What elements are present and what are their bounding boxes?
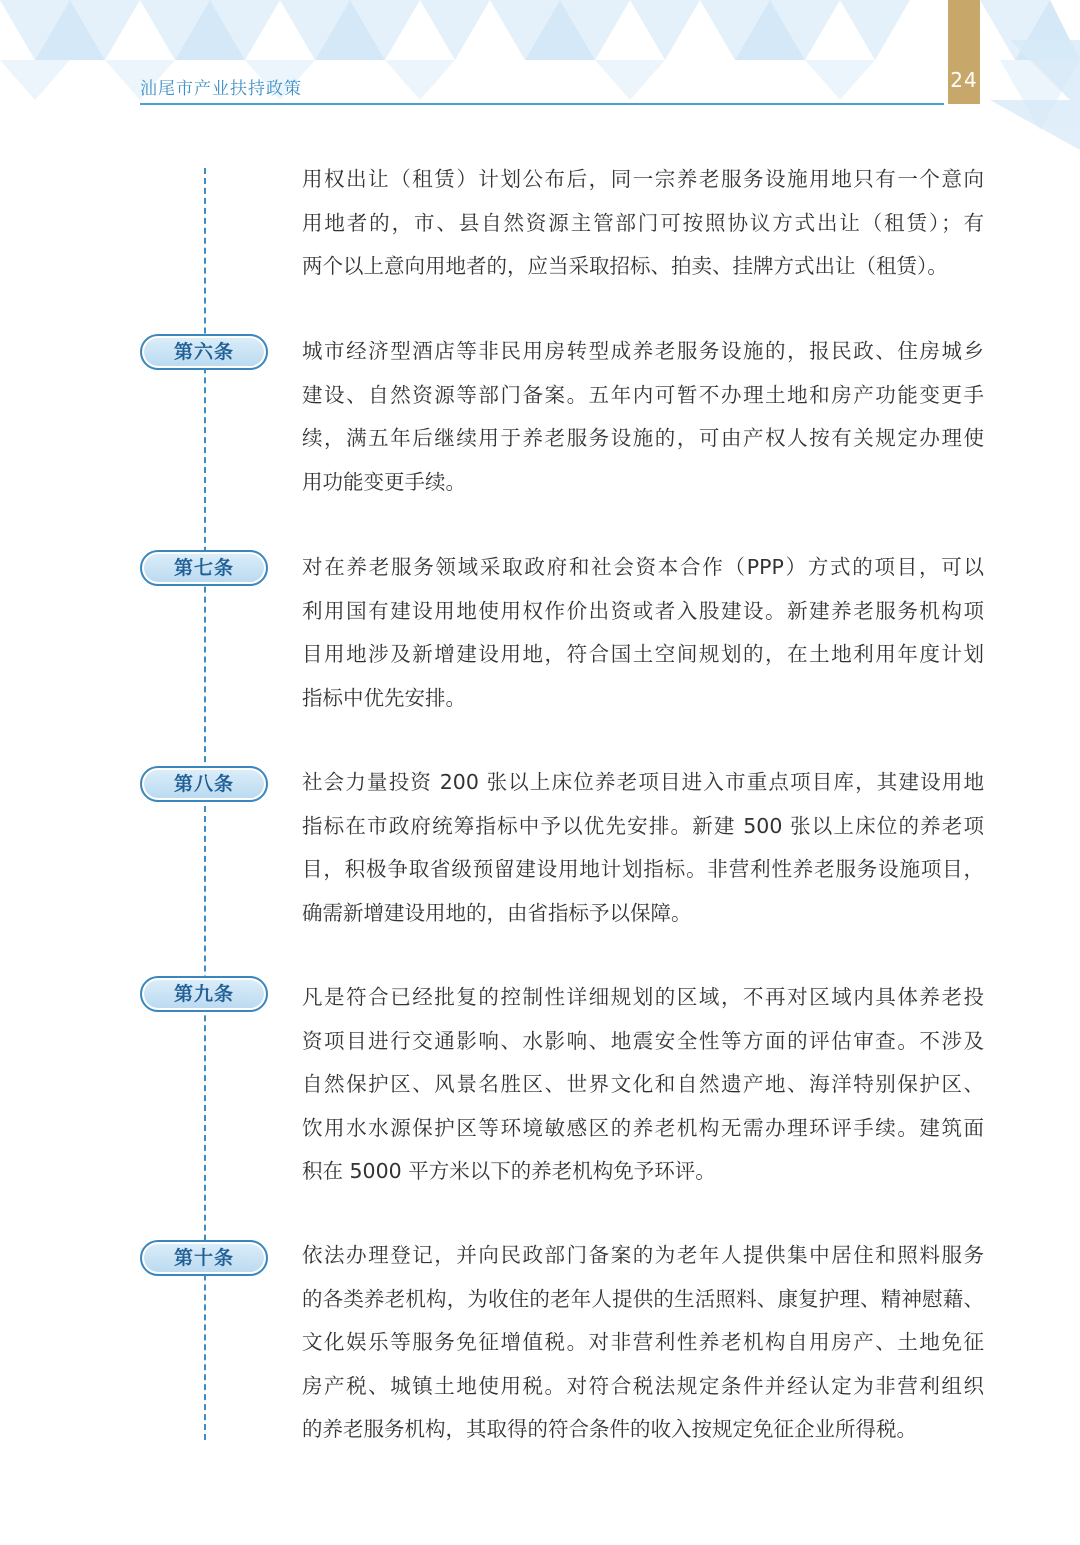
- paragraph-line: 依法办理登记，并向民政部门备案的为老年人提供集中居住和照料服务: [302, 1243, 984, 1267]
- page-number: 24: [950, 68, 978, 92]
- paragraph-line: 指标在市政府统筹指标中予以优先安排。新建 500 张以上床位的养老项: [302, 813, 984, 838]
- paragraph-line: 房产税、城镇土地使用税。对符合税法规定条件并经认定为非营利组织: [302, 1373, 984, 1398]
- paragraph-line: 的养老服务机构，其取得的符合条件的收入按规定免征企业所得税。: [302, 1417, 917, 1441]
- paragraph-line: 自然保护区、风景名胜区、世界文化和自然遗产地、海洋特别保护区、: [302, 1072, 984, 1096]
- paragraph-line: 资项目进行交通影响、水影响、地震安全性等方面的评估审查。不涉及: [302, 1028, 984, 1053]
- article-6-paragraph: [302, 330, 984, 504]
- article-7-paragraph: [302, 546, 984, 720]
- paragraph-line: 对在养老服务领域采取政府和社会资本合作（PPP）方式的项目，可以: [302, 555, 984, 579]
- article-8-paragraph: [302, 761, 984, 935]
- article-badge-8: 第八条: [140, 766, 268, 802]
- paragraph-line: 积在 5000 平方米以下的养老机构免予环评。: [302, 1159, 716, 1183]
- article-9-paragraph: [302, 976, 984, 1194]
- paragraph-line: 两个以上意向用地者的，应当采取招标、拍卖、挂牌方式出让（租赁）。: [302, 254, 948, 278]
- paragraph-line: 利用国有建设用地使用权作价出资或者入股建设。新建养老服务机构项: [302, 598, 984, 623]
- article-badge-9: 第九条: [140, 976, 268, 1012]
- paragraph-line: 目用地涉及新增建设用地，符合国土空间规划的，在土地利用年度计划: [302, 642, 984, 666]
- article-badge-7: 第七条: [140, 550, 268, 586]
- paragraph-line: 目，积极争取省级预留建设用地计划指标。非营利性养老服务设施项目，: [302, 857, 984, 881]
- paragraph-line: 的各类养老机构，为收住的老年人提供的生活照料、康复护理、精神慰藉、: [302, 1286, 984, 1311]
- paragraph-line: 建设、自然资源等部门备案。五年内可暂不办理土地和房产功能变更手: [302, 382, 984, 407]
- paragraph-line: 用权出让（租赁）计划公布后，同一宗养老服务设施用地只有一个意向: [302, 167, 984, 191]
- article-10-paragraph: [302, 1234, 984, 1452]
- intro-paragraph: [302, 158, 984, 289]
- paragraph-line: 确需新增建设用地的，由省指标予以保障。: [302, 900, 692, 925]
- header-divider: [140, 103, 944, 105]
- paragraph-line: 用地者的，市、县自然资源主管部门可按照协议方式出让（租赁）；有: [302, 210, 984, 235]
- paragraph-line: 用功能变更手续。: [302, 469, 466, 494]
- article-badge-6: 第六条: [140, 334, 268, 370]
- paragraph-line: 文化娱乐等服务免征增值税。对非营利性养老机构自用房产、土地免征: [302, 1330, 984, 1354]
- paragraph-line: 饮用水水源保护区等环境敏感区的养老机构无需办理环评手续。建筑面: [302, 1115, 984, 1140]
- paragraph-line: 凡是符合已经批复的控制性详细规划的区域，不再对区域内具体养老投: [302, 985, 984, 1009]
- paragraph-line: 续，满五年后继续用于养老服务设施的，可由产权人按有关规定办理使: [302, 426, 984, 450]
- paragraph-line: 社会力量投资 200 张以上床位养老项目进入市重点项目库，其建设用地: [302, 770, 984, 794]
- header-title: 汕尾市产业扶持政策: [140, 79, 302, 99]
- article-badge-10: 第十条: [140, 1240, 268, 1276]
- paragraph-line: 城市经济型酒店等非民用房转型成养老服务设施的，报民政、住房城乡: [302, 339, 984, 363]
- paragraph-line: 指标中优先安排。: [302, 685, 466, 710]
